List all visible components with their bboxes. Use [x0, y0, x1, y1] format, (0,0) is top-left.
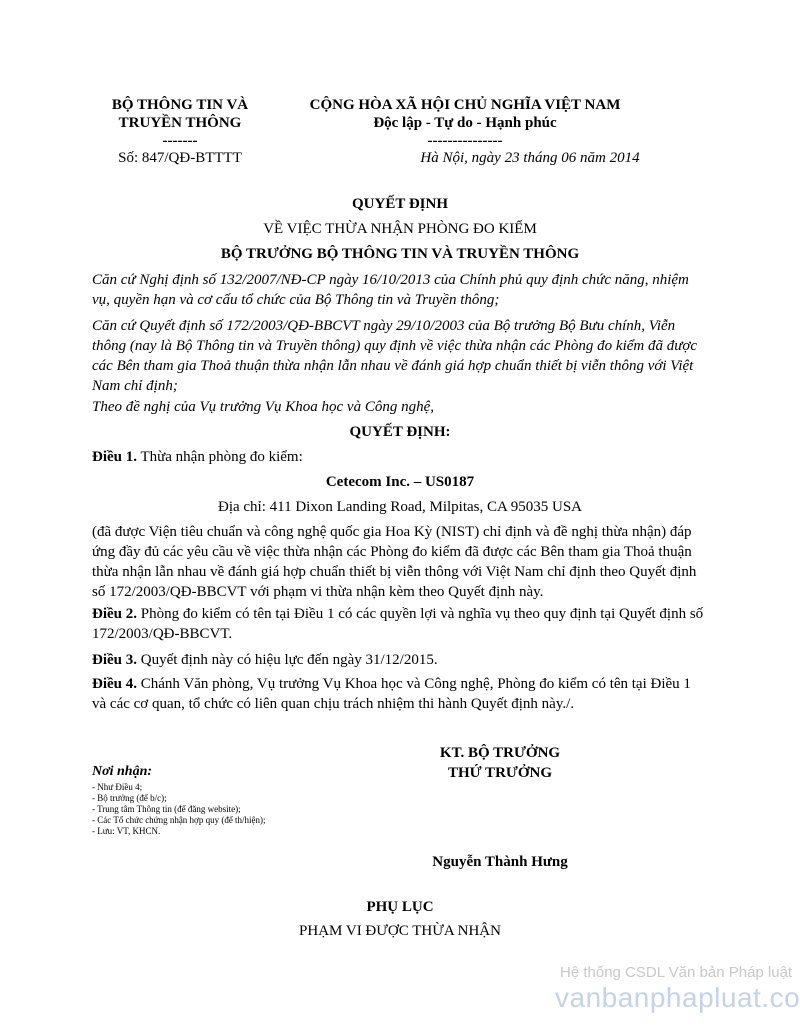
article-1-body: (đã được Viện tiêu chuẩn và công nghệ quốc gia Hoa Kỳ (NIST) chỉ định và đề nghị thừa nhận) đáp ứng đầy đủ các yêu cầu về việc thừa nhận các Phòng đo kiểm đã được các Bên tham gia Thoả thuận thừa nhận lẫn nhau về đánh giá hợp chuẩn thiết bị viễn thông với Việt Nam chỉ định theo Quyết định số 172/2003/QĐ-BBCVT với phạm vi thừa nhận kèm theo Quyết định này. — [92, 524, 697, 600]
recipients-list — [92, 782, 352, 837]
motto: Độc lập - Tự do - Hạnh phúc — [373, 115, 557, 131]
doc-type-title: QUYẾT ĐỊNH — [352, 196, 448, 212]
watermark-line2: vanbanphapluat.co — [555, 982, 800, 1013]
article-4 — [92, 674, 704, 714]
article-4-text: Chánh Văn phòng, Vụ trưởng Vụ Khoa học và Công nghệ, Phòng đo kiểm có tên tại Điều 1 và các cơ quan, tổ chức có liên quan chịu trách nhiệm thi hành Quyết định này./. — [92, 676, 691, 712]
motto-dashes: --------------- — [427, 133, 503, 149]
agency-dashes: ------- — [162, 133, 198, 149]
watermark-line1: Hệ thống CSDL Văn bản Pháp luật — [560, 964, 793, 981]
article-3-label: Điều 3. — [92, 652, 137, 668]
decision-heading: QUYẾT ĐỊNH: — [349, 424, 451, 440]
lab-name: Cetecom Inc. – US0187 — [325, 474, 475, 490]
article-2 — [92, 604, 704, 644]
doc-subject: VỀ VIỆC THỪA NHẬN PHÒNG ĐO KIỂM — [263, 221, 537, 237]
preamble-2: Căn cứ Quyết định số 172/2003/QĐ-BBCVT ngày 29/10/2003 của Bộ trưởng Bộ Bưu chính, Viễn thông (nay là Bộ Thông tin và Truyền thông) quy định về việc thừa nhận các Phòng đo kiểm đã được các Bên tham gia Thoả thuận thừa nhận lẫn nhau về đánh giá hợp chuẩn thiết bị viễn thông với Việt Nam chỉ định; — [92, 318, 698, 394]
doc-number: Số: 847/QĐ-BTTTT — [118, 150, 242, 166]
signature-title — [400, 743, 600, 783]
article-3 — [92, 650, 704, 670]
preamble-3: Theo đề nghị của Vụ trưởng Vụ Khoa học và Công nghệ, — [92, 399, 434, 415]
article-4-label: Điều 4. — [92, 676, 137, 692]
article-1 — [92, 447, 704, 467]
article-1-text: Thừa nhận phòng đo kiểm: — [137, 449, 303, 465]
recipient-item: - Lưu: VT, KHCN. — [92, 826, 161, 836]
place-date: Hà Nội, ngày 23 tháng 06 năm 2014 — [420, 150, 640, 166]
nation-title: CỘNG HÒA XÃ HỘI CHỦ NGHĨA VIỆT NAM — [309, 97, 621, 113]
signature-line1: KT. BỘ TRƯỞNG — [439, 745, 561, 761]
recipients-heading: Nơi nhận: — [92, 764, 153, 779]
article-2-text: Phòng đo kiểm có tên tại Điều 1 có các quyền lợi và nghĩa vụ theo quy định tại Quyết định số 172/2003/QĐ-BBCVT. — [92, 606, 704, 642]
recipient-item: - Trung tâm Thông tin (để đăng website); — [92, 804, 241, 814]
article-1-label: Điều 1. — [92, 449, 137, 465]
agency-name — [90, 95, 270, 151]
recipient-item: - Bộ trưởng (để b/c); — [92, 793, 167, 803]
agency-line2: TRUYỀN THÔNG — [118, 115, 242, 131]
signature-line2: THỨ TRƯỞNG — [447, 765, 553, 781]
national-header — [270, 95, 660, 151]
article-3-text: Quyết định này có hiệu lực đến ngày 31/12/2015. — [137, 652, 438, 668]
recipient-item: - Như Điều 4; — [92, 782, 143, 792]
appendix-subtitle: PHẠM VI ĐƯỢC THỪA NHẬN — [299, 923, 501, 939]
recipient-item: - Các Tổ chức chứng nhận hợp quy (để th/hiện); — [92, 815, 266, 825]
preamble-1: Căn cứ Nghị định số 132/2007/NĐ-CP ngày 16/10/2013 của Chính phủ quy định chức năng, nhiệm vụ, quyền hạn và cơ cấu tổ chức của Bộ Thông tin và Truyền thông; — [92, 272, 689, 308]
article-2-label: Điều 2. — [92, 606, 137, 622]
signer-name: Nguyễn Thành Hưng — [432, 854, 568, 870]
issuing-authority: BỘ TRƯỞNG BỘ THÔNG TIN VÀ TRUYỀN THÔNG — [220, 246, 580, 262]
agency-line1: BỘ THÔNG TIN VÀ — [111, 97, 249, 113]
lab-address: Địa chỉ: 411 Dixon Landing Road, Milpitas, CA 95035 USA — [217, 499, 582, 515]
appendix-title: PHỤ LỤC — [366, 899, 434, 915]
